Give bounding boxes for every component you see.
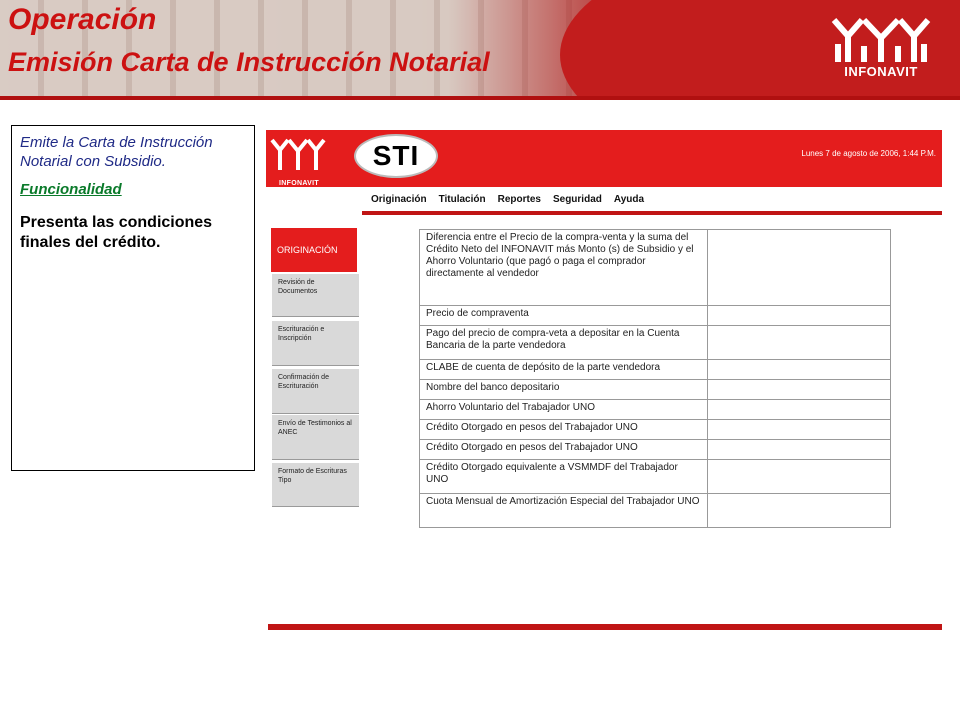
app-logo-text: INFONAVIT — [279, 180, 319, 187]
sti-app-screenshot — [266, 130, 942, 632]
row-label: Pago del precio de compra-veta a depositar en la Cuenta Bancaria de la parte vendedora — [420, 326, 708, 360]
row-value — [708, 494, 891, 528]
nav-originacion[interactable]: Originación — [371, 194, 427, 205]
slide-subtitle: Emisión Carta de Instrucción Notarial — [8, 47, 490, 77]
row-value — [708, 420, 891, 440]
table-row — [420, 326, 891, 360]
row-value — [708, 380, 891, 400]
sti-badge: STI — [354, 134, 438, 178]
app-nav — [371, 194, 656, 208]
table-row — [420, 460, 891, 494]
nav-ayuda[interactable]: Ayuda — [613, 194, 645, 205]
row-value — [708, 230, 891, 306]
row-value — [708, 360, 891, 380]
row-label: Ahorro Voluntario del Trabajador UNO — [420, 400, 708, 420]
nav-titulacion[interactable]: Titulación — [438, 194, 486, 205]
app-date: Lunes 7 de agosto de 2006, 1:44 P.M. — [801, 149, 936, 158]
nav-divider — [362, 211, 942, 215]
row-value — [708, 306, 891, 326]
row-label: Nombre del banco depositario — [420, 380, 708, 400]
row-value — [708, 326, 891, 360]
description-box — [11, 125, 255, 471]
row-label: Crédito Otorgado en pesos del Trabajador UNO — [420, 440, 708, 460]
row-label: Precio de compraventa — [420, 306, 708, 326]
app-footer-bar — [268, 624, 942, 630]
table-row — [420, 360, 891, 380]
row-value — [708, 440, 891, 460]
row-label: Cuota Mensual de Amortización Especial del Trabajador UNO — [420, 494, 708, 528]
table-row — [420, 420, 891, 440]
row-value — [708, 460, 891, 494]
table-row — [420, 494, 891, 528]
sidebar-item-formato-escrituras[interactable]: Formato de Escrituras Tipo — [272, 462, 359, 507]
table-row — [420, 440, 891, 460]
table-row — [420, 306, 891, 326]
description-body: Presenta las condiciones finales del crédito. — [20, 214, 213, 251]
table-row — [420, 380, 891, 400]
functionality-link[interactable]: Funcionalidad — [20, 181, 122, 198]
row-label: CLABE de cuenta de depósito de la parte vendedora — [420, 360, 708, 380]
nav-reportes[interactable]: Reportes — [497, 194, 541, 205]
row-label: Crédito Otorgado en pesos del Trabajador UNO — [420, 420, 708, 440]
slide-title: Operación — [8, 3, 157, 36]
sidebar-item-envio-testimonios[interactable]: Envío de Testimonios al ANEC — [272, 414, 359, 460]
description-intro: Emite la Carta de Instrucción Notarial con Subsidio. — [20, 134, 213, 170]
app-logo-icon — [268, 136, 328, 186]
app-header — [266, 130, 942, 187]
nav-seguridad[interactable]: Seguridad — [552, 194, 602, 205]
sidebar-item-revision[interactable]: Revisión de Documentos — [272, 273, 359, 317]
table-row — [420, 400, 891, 420]
table-row — [420, 230, 891, 306]
sidebar-item-confirmacion[interactable]: Confirmación de Escrituración — [272, 368, 359, 414]
sidebar-item-escrituracion[interactable]: Escrituración e Inscripción — [272, 320, 359, 366]
brand-wordmark: INFONAVIT — [844, 64, 918, 79]
row-label: Crédito Otorgado equivalente a VSMMDF del Trabajador UNO — [420, 460, 708, 494]
banner-divider — [0, 96, 960, 100]
row-label: Diferencia entre el Precio de la compra-venta y la suma del Crédito Neto del INFONAVIT más Monto (s) de Subsidio y el Ahorro Voluntario (que pagó o paga el comprador directamente al vendedor — [420, 230, 708, 306]
row-value — [708, 400, 891, 420]
conditions-table — [419, 229, 891, 528]
sidebar-header: ORIGINACIÓN — [271, 228, 357, 272]
